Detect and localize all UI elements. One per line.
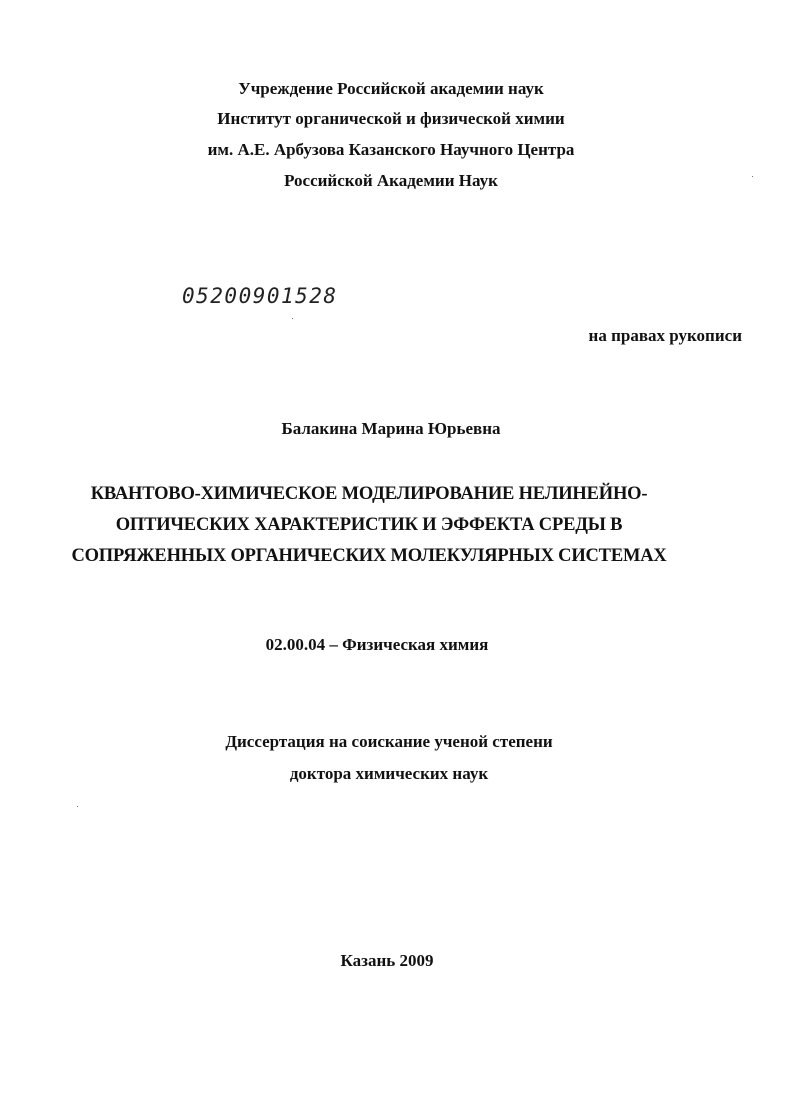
place-year: Казань 2009 (340, 951, 434, 970)
scan-speck (77, 806, 78, 807)
specialty: 02.00.04 – Физическая химия (265, 635, 489, 654)
dissertation-line-1: Диссертация на соискание ученой степени (225, 732, 553, 751)
rights-note: на правах рукописи (588, 326, 742, 345)
author-name: Балакина Марина Юрьевна (281, 419, 501, 438)
registry-code: 05200901528 (182, 284, 338, 308)
institution-line-2: Институт органической и физической химии (217, 109, 565, 128)
institution-line-1: Учреждение Российской академии наук (238, 79, 544, 98)
dissertation-line-2: доктора химических наук (289, 764, 489, 783)
scan-speck (752, 176, 753, 177)
title-line-1: КВАНТОВО-ХИМИЧЕСКОЕ МОДЕЛИРОВАНИЕ НЕЛИНЕЙНО- (90, 484, 648, 504)
title-line-3: СОПРЯЖЕННЫХ ОРГАНИЧЕСКИХ МОЛЕКУЛЯРНЫХ СИСТЕМАХ (71, 546, 667, 566)
scan-speck (292, 318, 293, 319)
institution-line-4: Российской Академии Наук (284, 171, 498, 190)
institution-line-3: им. А.Е. Арбузова Казанского Научного Центра (207, 140, 575, 159)
title-line-2: ОПТИЧЕСКИХ ХАРАКТЕРИСТИК И ЭФФЕКТА СРЕДЫ В (115, 515, 623, 535)
